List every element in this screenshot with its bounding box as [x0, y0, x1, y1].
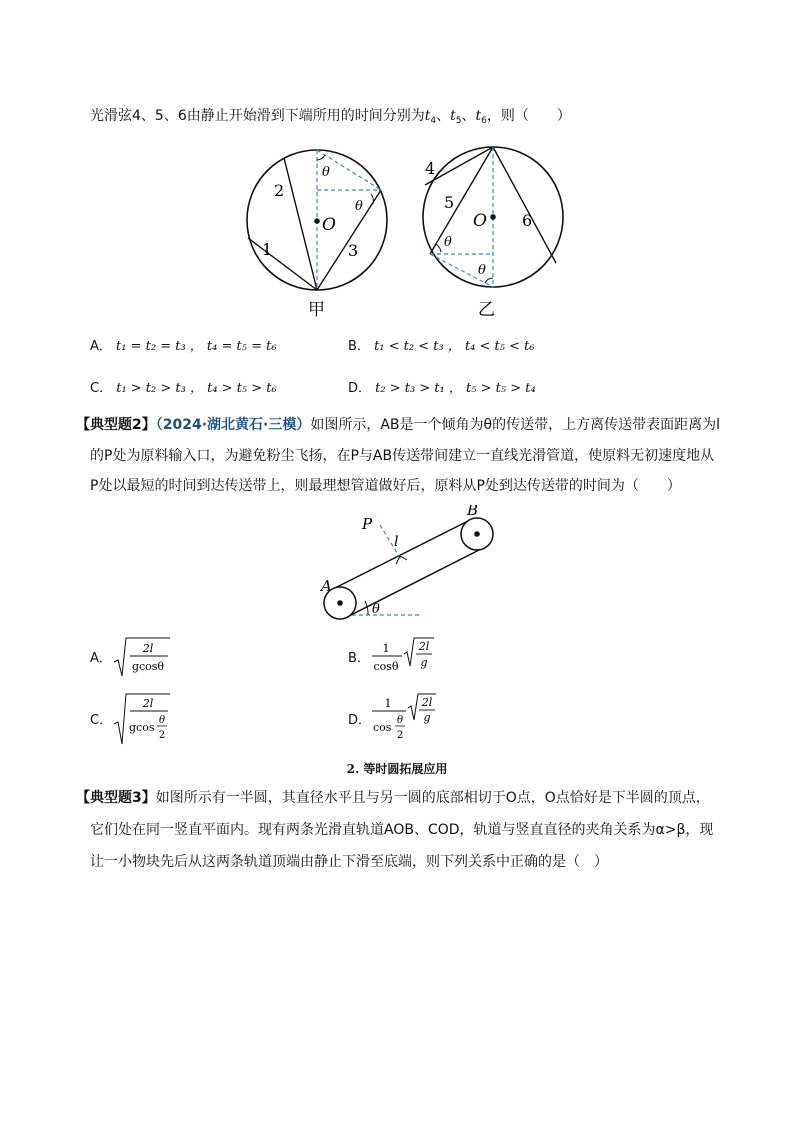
q3-tag: 【典型题3】 [76, 790, 156, 806]
q3-line-1: 【典型题3】如图所示有一半圆，其直径水平且与另一圆的底部相切于O点，O点恰好是下半圆的顶点， [76, 790, 710, 806]
q2-tag: 【典型题2】 [76, 417, 156, 433]
right-caption: 乙 [478, 300, 495, 320]
svg-text:2l: 2l [421, 696, 433, 709]
svg-text:gcos: gcos [129, 721, 155, 734]
angle-theta: θ [372, 602, 380, 617]
svg-text:2: 2 [158, 730, 166, 741]
svg-text:θ: θ [158, 715, 166, 726]
svg-text:θ: θ [396, 715, 404, 726]
svg-text:1: 1 [382, 642, 390, 655]
chord-label-5: 5 [444, 193, 455, 212]
q3-line-3: 让一小物块先后从这两条轨道顶端由静止下滑至底端，则下列关系中正确的是（ ） [90, 854, 608, 870]
svg-text:gcosθ: gcosθ [131, 660, 165, 673]
intro-text: 光滑弦4、5、6由静止开始滑到下端所用的时间分别为 [90, 108, 425, 124]
distance-l: l [394, 534, 399, 550]
svg-text:g: g [420, 656, 428, 669]
point-B: B [467, 505, 479, 519]
chord-label-3: 3 [348, 241, 359, 260]
q2-option-a-letter[interactable]: A． [90, 651, 112, 666]
q2-option-c-letter[interactable]: C． [90, 713, 113, 728]
q2-line-1: 【典型题2】（2024·湖北黄石·三模）如图所示，AB是一个倾角为θ的传送带，上方离传送带表面距离为l [76, 417, 720, 433]
chord-label-1: 1 [262, 240, 273, 259]
q2-line-2: 的P处为原料输入口，为避免粉尘飞扬，在P与AB传送带间建立一直线光滑管道，使原料无初速度地从 [90, 448, 715, 464]
svg-text:cos: cos [373, 721, 392, 734]
left-caption: 甲 [308, 300, 325, 320]
svg-text:2l: 2l [418, 640, 430, 653]
q2-line-3: P处以最短的时间到达传送带上，则最理想管道做好后，原料从P处到达传送带的时间为（ ） [90, 478, 681, 494]
q2-option-a-formula [112, 634, 172, 680]
q1-option-d[interactable]: D． t₂ > t₃ > t₁ ， t₅ > t₅ > t₄ [348, 381, 536, 396]
q1-option-a[interactable]: A． t₁ = t₂ = t₃ ， t₄ = t₅ = t₆ [90, 339, 277, 354]
q1-option-b[interactable]: B． t₁ < t₂ < t₃ ， t₄ < t₅ < t₆ [348, 339, 535, 354]
left-center-O: O [322, 215, 336, 235]
left-theta-right: θ [355, 199, 363, 214]
q3-line-2: 它们处在同一竖直平面内。现有两条光滑直轨道AOB、COD，轨道与竖直直径的夹角关系为α>β，现 [90, 822, 714, 838]
q2-option-b-letter[interactable]: B． [348, 651, 370, 666]
left-circle-diagram [247, 150, 387, 320]
svg-text:1: 1 [384, 697, 392, 710]
chord-label-4: 4 [425, 159, 436, 178]
right-center-O: O [473, 211, 487, 231]
svg-text:g: g [423, 711, 431, 724]
left-theta-top: θ [322, 165, 330, 180]
chord-label-6: 6 [522, 211, 533, 230]
q2-source: （2024·湖北黄石·三模） [155, 417, 311, 433]
conveyor-figure [320, 505, 500, 625]
svg-text:2l: 2l [142, 642, 154, 655]
svg-text:2: 2 [396, 730, 404, 741]
q2-option-c-formula [112, 690, 172, 748]
right-theta-left: θ [444, 235, 452, 250]
chord-label-2: 2 [274, 181, 285, 200]
svg-text:2l: 2l [142, 697, 154, 710]
svg-text:cosθ: cosθ [373, 660, 399, 673]
point-A: A [321, 577, 332, 595]
section-heading: 2. 等时圆拓展应用 [346, 762, 448, 776]
intro-line: 光滑弦4、5、6由静止开始滑到下端所用的时间分别为$t_4$、$t_5$、$t_6$，则（ ） [90, 108, 571, 126]
q2-option-b-formula [370, 634, 440, 680]
q2-option-d-formula [370, 690, 440, 748]
right-theta-bottom: θ [478, 263, 486, 278]
right-circle-diagram [423, 147, 563, 320]
circle-chords-figure [240, 138, 580, 323]
q1-option-c[interactable]: C． t₁ > t₂ > t₃ ， t₄ > t₅ > t₆ [90, 381, 277, 396]
point-P: P [362, 515, 373, 533]
q2-option-d-letter[interactable]: D． [348, 713, 372, 728]
